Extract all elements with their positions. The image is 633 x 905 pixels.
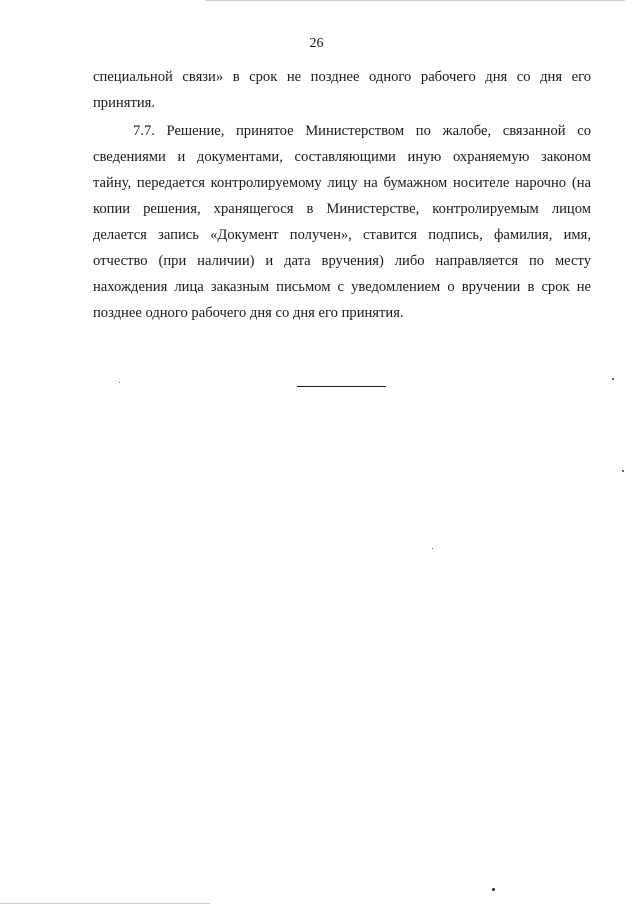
text-line: принятия.: [93, 95, 155, 111]
scan-edge-bottom: [0, 903, 210, 904]
scan-speck: [622, 470, 624, 472]
text-line: нахождения лица заказным письмом с уведомлением о вручении в срок не: [93, 279, 591, 295]
scan-speck: [432, 548, 433, 549]
text-line: делается запись «Документ получен», ставится подпись, фамилия, имя,: [93, 227, 591, 243]
scan-speck: [492, 888, 495, 891]
paragraph-7-7: [93, 118, 591, 326]
paragraph-continuation: [93, 64, 591, 116]
text-line: позднее одного рабочего дня со дня его принятия.: [93, 305, 404, 321]
scan-speck: [612, 378, 614, 380]
text-line: копии решения, хранящегося в Министерстве, контролируемым лицом: [93, 201, 591, 217]
page-number: 26: [309, 36, 324, 51]
text-line: отчество (при наличии) и дата вручения) либо направляется по месту: [93, 253, 591, 269]
end-separator-line: [297, 386, 386, 387]
scan-edge-top: [205, 0, 625, 1]
scan-speck: [119, 382, 120, 383]
text-line: 7.7. Решение, принятое Министерством по жалобе, связанной со: [133, 123, 591, 139]
text-line: специальной связи» в срок не позднее одного рабочего дня со дня его: [93, 69, 591, 85]
text-line: тайну, передается контролируемому лицу на бумажном носителе нарочно (на: [93, 175, 591, 191]
text-line: сведениями и документами, составляющими иную охраняемую законом: [93, 149, 591, 165]
